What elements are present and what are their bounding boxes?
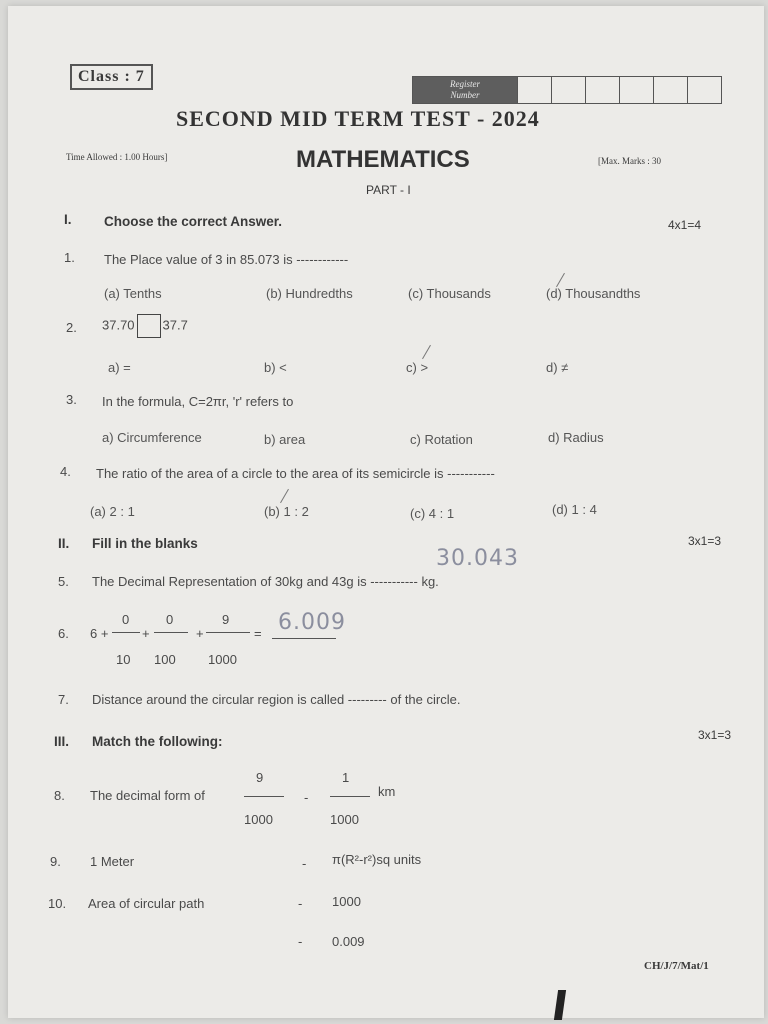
- section-number: III.: [54, 734, 70, 749]
- numerator: 9: [222, 612, 230, 627]
- question-text: 1 Meter: [90, 854, 135, 869]
- numerator: 9: [256, 770, 264, 785]
- section-marks: 3x1=3: [698, 728, 732, 742]
- option-d: d) Radius: [548, 430, 604, 445]
- expression-lead: 6 +: [90, 626, 109, 641]
- question-number: 2.: [66, 320, 77, 335]
- option-d: (d) Thousandths: [546, 286, 641, 301]
- option-a: (a) Tenths: [104, 286, 162, 301]
- unit-label: km: [378, 784, 396, 799]
- section-marks: 3x1=3: [688, 534, 722, 548]
- register-cell[interactable]: [687, 77, 721, 103]
- binder-clip-mark: [554, 990, 566, 1020]
- fraction-bar: [206, 632, 250, 633]
- question-text: The Decimal Representation of 30kg and 43g is ----------- kg.: [92, 574, 439, 589]
- option-b: b) area: [264, 432, 306, 447]
- pencil-tick-mark: [422, 345, 431, 359]
- plus-sign: +: [142, 626, 150, 641]
- denominator: 1000: [244, 812, 273, 827]
- option-c: (c) 4 : 1: [410, 506, 455, 521]
- question-number: 9.: [50, 854, 61, 869]
- option-d: (d) 1 : 4: [552, 502, 597, 517]
- register-number-box: [412, 76, 722, 104]
- question-number: 1.: [64, 250, 75, 265]
- option-a: a) Circumference: [102, 430, 202, 445]
- register-cell[interactable]: [653, 77, 687, 103]
- max-marks: [Max. Marks : 30: [598, 156, 661, 166]
- handwritten-answer: 30.043: [436, 546, 519, 571]
- question-number: 5.: [58, 574, 69, 589]
- option-d: d) ≠: [546, 360, 569, 375]
- section-title: Match the following:: [92, 734, 223, 749]
- section-title: Choose the correct Answer.: [104, 214, 283, 229]
- equals-sign: =: [254, 626, 262, 641]
- exam-title: SECOND MID TERM TEST - 2024: [176, 106, 540, 131]
- option-a: (a) 2 : 1: [90, 504, 135, 519]
- register-cell[interactable]: [551, 77, 585, 103]
- option-a: a) =: [108, 360, 131, 375]
- fraction-bar: [330, 796, 370, 797]
- option-b: b) <: [264, 360, 287, 375]
- pencil-tick-mark: [280, 489, 289, 503]
- question-text: Area of circular path: [88, 896, 205, 911]
- exam-paper: [8, 6, 764, 1018]
- dash: -: [304, 790, 309, 805]
- question-text: The ratio of the area of a circle to the area of its semicircle is -----------: [96, 466, 495, 481]
- footer-code: CH/J/7/Mat/1: [644, 960, 709, 972]
- part-label: PART - I: [366, 183, 411, 197]
- register-cell[interactable]: [517, 77, 551, 103]
- question-number: 6.: [58, 626, 69, 641]
- option-b: (b) 1 : 2: [264, 504, 309, 519]
- question-number: 4.: [60, 464, 71, 479]
- dash: -: [298, 896, 303, 911]
- fraction-bar: [112, 632, 140, 633]
- plus-sign: +: [196, 626, 204, 641]
- match-option: π(R²-r²)sq units: [332, 852, 422, 867]
- option-c: c) >: [406, 360, 429, 375]
- register-cell[interactable]: [619, 77, 653, 103]
- denominator: 10: [116, 652, 131, 667]
- question-number: 7.: [58, 692, 69, 707]
- dash: -: [302, 856, 307, 871]
- fraction-bar: [154, 632, 188, 633]
- answer-box[interactable]: [137, 314, 161, 338]
- dash: -: [298, 934, 303, 949]
- option-c: c) Rotation: [410, 432, 473, 447]
- question-number: 8.: [54, 788, 65, 803]
- denominator: 1000: [330, 812, 359, 827]
- comparison-question: 37.70 37.7: [102, 314, 188, 338]
- option-b: (b) Hundredths: [266, 286, 353, 301]
- numerator: 0: [122, 612, 130, 627]
- fraction-bar: [244, 796, 284, 797]
- section-marks: 4x1=4: [668, 218, 702, 232]
- question-number: 3.: [66, 392, 77, 407]
- option-c: (c) Thousands: [408, 286, 491, 301]
- question-text: In the formula, C=2πr, 'r' refers to: [102, 394, 294, 409]
- denominator: 100: [154, 652, 176, 667]
- section-number: II.: [58, 536, 70, 551]
- match-option: 1000: [332, 894, 361, 909]
- subject-title: MATHEMATICS: [296, 146, 470, 173]
- time-allowed: Time Allowed : 1.00 Hours]: [66, 152, 168, 162]
- register-cell[interactable]: [585, 77, 619, 103]
- class-label: Class : 7: [70, 64, 153, 90]
- numerator: 1: [342, 770, 350, 785]
- handwritten-answer: 6.009: [278, 610, 346, 635]
- question-text: The decimal form of: [90, 788, 205, 803]
- question-text: Distance around the circular region is called --------- of the circle.: [92, 692, 461, 707]
- section-title: Fill in the blanks: [92, 536, 198, 551]
- answer-line: [272, 638, 336, 639]
- question-number: 10.: [48, 896, 67, 911]
- numerator: 0: [166, 612, 174, 627]
- match-option: 0.009: [332, 934, 365, 949]
- question-text: The Place value of 3 in 85.073 is ------------: [104, 252, 349, 267]
- section-number: I.: [64, 212, 72, 227]
- denominator: 1000: [208, 652, 237, 667]
- register-number-label: Register Number: [413, 77, 517, 103]
